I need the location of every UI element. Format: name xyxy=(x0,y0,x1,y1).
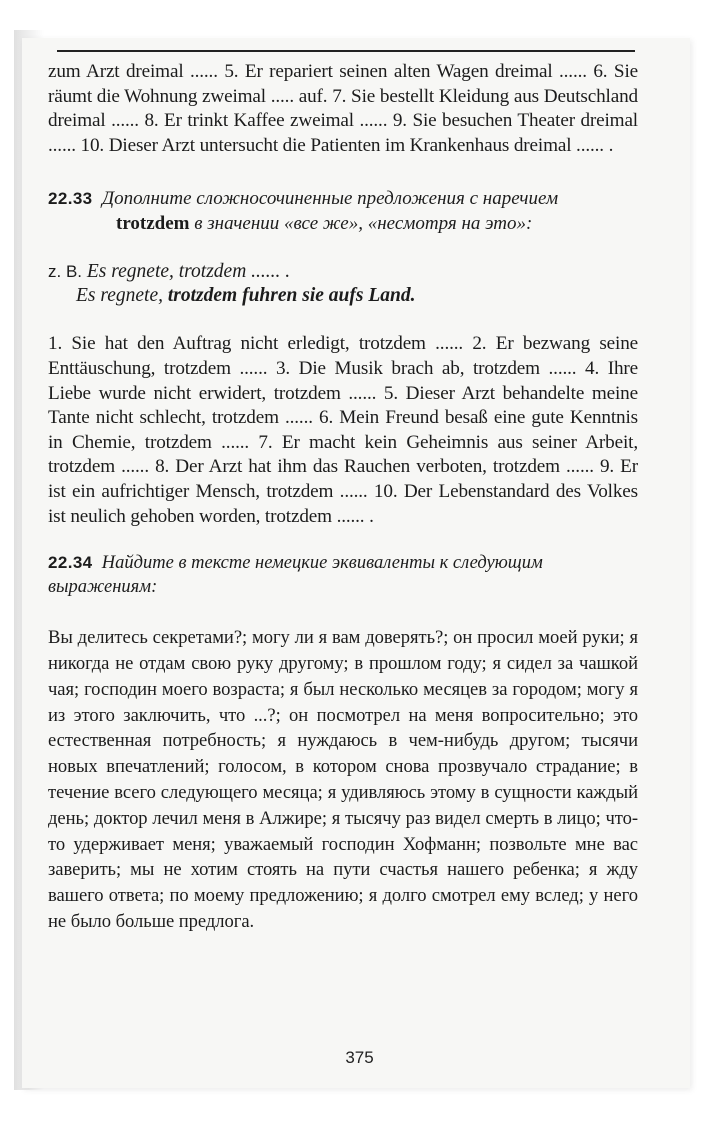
example-line-1: Es regnete, trotzdem ...... . xyxy=(82,261,291,283)
paragraph-top: zum Arzt dreimal ...... 5. Er repariert seinen alten Wagen dreimal ...... 6. Sie räumt die Wohnung zweimal ..... auf. 7. Sie bestellt Kleidung aus Deutschland dreimal ...... 8. Er trinkt Kaffee zweimal ...... 9. Sie besuchen Theater dreimal ...... 10. Dieser Arzt untersucht die Patienten im Krankenhaus dreimal ...... . xyxy=(48,61,638,156)
exercise-22-33-header xyxy=(48,186,638,236)
exercise-number: 22.33 xyxy=(48,189,93,209)
paragraph-exercise-22-33: 1. Sie hat den Auftrag nicht erledigt, trotzdem ...... 2. Er bezwang seine Enttäuschung, trotzdem ...... 3. Die Musik brach ab, trotzdem ...... 4. Ihre Liebe wurde nicht erwidert, trotzdem ...... 5. Dieser Arzt behandelte meine Tante nicht schlecht, trotzdem ...... 6. Mein Freund besaß eine gute Kenntnis in Chemie, trotzdem ...... 7. Er macht kein Geheimnis aus seiner Arbeit, trotzdem ...... 8. Der Arzt hat ihm das Rauchen verboten, trotzdem ...... 9. Er ist ein aufrichtiger Mensch, trotzdem ...... 10. Der Lebenstandard des Volkes ist neulich gehoben worden, trotzdem ...... . xyxy=(48,333,638,527)
paragraph-exercise-22-34: Вы делитесь секретами?; могу ли я вам доверять?; он просил моей руки; я никогда не отдам свою руку другому; в прошлом году; я сидел за чашкой чая; господин моего возраста; я был несколько месяцев за городом; могу я из этого заключить, что ...?; он посмотрел на меня вопросительно; это естественная потребность; я нуждаюсь в чем-нибудь другом; тысячи новых впечатлений; голосом, в котором снова прозвучало страдание; в течение всего следующего месяца; я удивляюсь этому в сущности каждый день; доктор лечил меня в Алжире; я тысячу раз видел смерть в лицо; что-то удерживает меня; уважаемый господин Хофманн; позвольте мне вас заверить; мы не хотим стоять на пути счастья нашего ребенка; я жду вашего ответа; по моему предложению; я долго смотрел ему вслед; у него не было больше предлога. xyxy=(48,627,638,932)
exercise-instruction: Дополните сложносочиненные предложения с наречием xyxy=(102,188,559,210)
top-rule xyxy=(57,50,635,52)
exercise-instruction-cont: в значении «все же», «несмотря на это»: xyxy=(189,213,533,235)
exercise-instruction: Найдите в тексте немецкие эквиваленты к следующим выражениям: xyxy=(48,553,543,598)
exercise-keyword: trotzdem xyxy=(116,213,190,235)
exercise-22-34-header xyxy=(48,551,638,599)
page-number: 375 xyxy=(345,1048,374,1067)
page-content xyxy=(48,60,638,935)
example-line-2: Es regnete, xyxy=(76,285,168,307)
exercise-number: 22.34 xyxy=(48,553,93,573)
example-answer: trotzdem fuhren sie aufs Land. xyxy=(167,285,416,307)
example-block xyxy=(48,260,638,308)
example-marker: z. B. xyxy=(48,262,83,282)
